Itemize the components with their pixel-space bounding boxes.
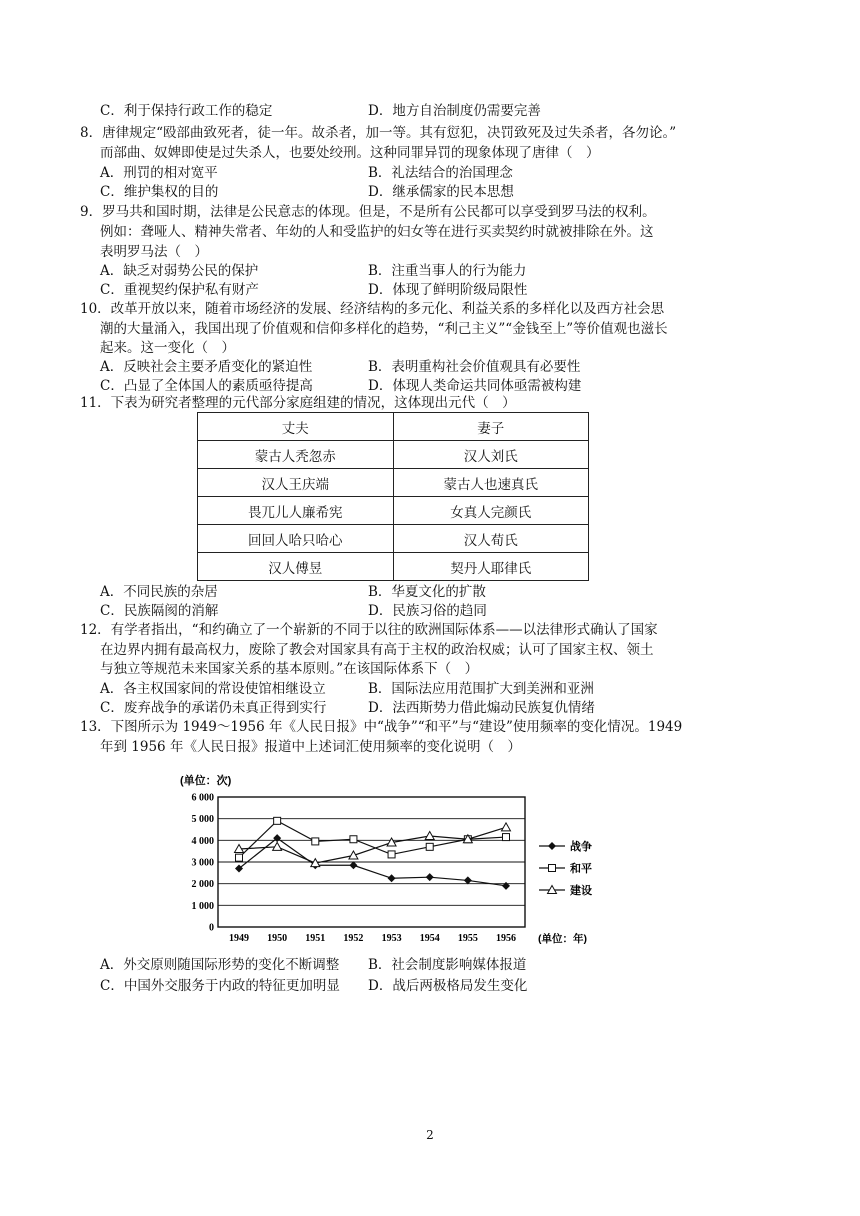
table-row [198,553,589,581]
q13-option-b: B．社会制度影响媒体报道 [368,957,527,973]
y-tick-label: 0 [209,922,214,934]
table-row [198,497,589,525]
q13-option-a: A．外交原则随国际形势的变化不断调整 [100,957,340,973]
table-cell: 蒙古人秃忽赤 [198,441,394,469]
q13-option-c: C．中国外交服务于内政的特征更加明显 [100,978,340,994]
q13-line-chart [168,768,668,948]
table-header-husband: 丈夫 [198,413,394,441]
data-point [312,838,319,845]
legend-label: 和平 [570,863,592,875]
q8-option-b: B．礼法结合的治国理念 [368,165,513,181]
y-tick-label: 4 000 [191,835,214,847]
table-cell: 汉人荀氏 [393,525,589,553]
q9-option-c: C．重视契约保护私有财产 [100,282,259,298]
q9-option-d: D．体现了鲜明阶级局限性 [368,282,528,298]
q9-stem-line1: 9．罗马共和国时期，法律是公民意志的体现。但是，不是所有公民都可以享受到罗马法的权利。 [80,204,656,220]
data-point [236,854,243,861]
table-cell: 蒙古人也速真氏 [393,469,589,497]
q9-option-a: A．缺乏对弱势公民的保护 [100,263,259,279]
q10-stem-line3: 起来。这一变化（ ） [100,340,235,356]
q8-option-c: C．维护集权的目的 [100,184,219,200]
x-tick-label: 1955 [457,933,478,944]
q10-option-c: C．凸显了全体国人的素质亟待提高 [100,378,313,394]
y-tick-label: 6 000 [191,792,214,804]
chart-xlabel: (单位：年) [538,933,587,945]
legend-label: 战争 [570,841,592,853]
q12-stem-line2: 在边界内拥有最高权力，废除了教会对国家具有高于主权的政治权威；认可了国家主权、领土 [100,642,654,658]
q8-stem-line1: 8．唐律规定“殴部曲致死者，徒一年。故杀者，加一等。其有愆犯，决罚致死及过失杀者，各勿论。” [80,125,677,141]
q7-option-d: D．地方自治制度仍需要完善 [368,103,541,119]
table-row [198,469,589,497]
q11-option-d: D．民族习俗的趋同 [368,603,487,619]
q13-stem-line1: 13．下图所示为 1949～1956 年《人民日报》中“战争”“和平”与“建设”使用频率的变化情况。1949 [80,719,683,735]
q8-stem-line2: 而部曲、奴婢即使是过失杀人，也要处绞刑。这种同罪异罚的现象体现了唐律（ ） [100,145,600,161]
table-cell: 汉人刘氏 [393,441,589,469]
data-point [350,836,357,843]
x-tick-label: 1950 [267,933,288,944]
q9-option-b: B．注重当事人的行为能力 [368,263,527,279]
q9-stem-line3: 表明罗马法（ ） [100,244,208,260]
table-cell: 汉人王庆端 [198,469,394,497]
table-cell: 汉人傅昱 [198,553,394,581]
table-cell: 回回人哈只哈心 [198,525,394,553]
data-point [388,851,395,858]
q9-stem-line2: 例如：聋哑人、精神失常者、年幼的人和受监护的妇女等在进行买卖契约时就被排除在外。这 [100,224,654,240]
data-point [503,834,510,841]
x-tick-label: 1953 [381,933,402,944]
q12-stem-line3: 与独立等规范未来国家关系的基本原则。”在该国际体系下（ ） [100,661,479,677]
q8-option-a: A．刑罚的相对宽平 [100,165,218,181]
q12-option-a: A．各主权国家间的常设使馆相继设立 [100,681,326,697]
table-cell: 女真人完颜氏 [393,497,589,525]
table-header-wife: 妻子 [393,413,589,441]
page-number: 2 [426,1128,434,1142]
q13-stem-line2: 年到 1956 年《人民日报》报道中上述词汇使用频率的变化说明（ ） [100,739,521,755]
q10-stem-line2: 潮的大量涌入，我国出现了价值观和信仰多样化的趋势，“利己主义”“金钱至上”等价值观也滋长 [100,321,668,337]
x-tick-label: 1952 [343,933,364,944]
q10-stem-line1: 10．改革开放以来，随着市场经济的发展、经济结构的多元化、利益关系的多样化以及西方社会思 [80,301,665,317]
y-tick-label: 3 000 [191,857,214,869]
q10-option-a: A．反映社会主要矛盾变化的紧迫性 [100,359,313,375]
q10-option-b: B．表明重构社会价值观具有必要性 [368,359,581,375]
data-point [388,874,396,882]
x-tick-label: 1954 [419,933,440,944]
data-point [502,823,511,831]
table-cell: 畏兀儿人廉希宪 [198,497,394,525]
q12-option-b: B．国际法应用范围扩大到美洲和亚洲 [368,681,594,697]
x-tick-label: 1951 [305,933,326,944]
table-row [198,525,589,553]
q7-option-c: C．利于保持行政工作的稳定 [100,103,273,119]
q12-option-d: D．法西斯势力借此煽动民族复仇情绪 [368,700,595,716]
data-point [274,817,281,824]
data-point [502,882,510,890]
q8-option-d: D．继承儒家的民本思想 [368,184,514,200]
table-cell: 契丹人耶律氏 [393,553,589,581]
q11-table [197,412,589,581]
y-tick-label: 1 000 [191,900,214,912]
q11-option-a: A．不同民族的杂居 [100,584,218,600]
q11-stem-line1: 11．下表为研究者整理的元代部分家庭组建的情况，这体现出元代（ ） [80,395,516,411]
x-tick-label: 1949 [229,933,249,944]
q11-option-c: C．民族隔阂的消解 [100,603,219,619]
legend-marker [549,865,556,872]
table-header-row [198,413,589,441]
chart-ylabel: (单位：次) [180,775,232,787]
q10-option-d: D．体现人类命运共同体亟需被构建 [368,378,582,394]
data-point [425,832,434,840]
data-point [273,842,282,850]
legend-marker [548,842,556,850]
table-row [198,441,589,469]
q13-option-d: D．战后两极格局发生变化 [368,978,528,994]
data-point [426,843,433,850]
y-tick-label: 2 000 [191,879,214,891]
y-tick-label: 5 000 [191,814,214,826]
q12-option-c: C．废弃战争的承诺仍未真正得到实行 [100,700,327,716]
data-point [426,873,434,881]
q11-option-b: B．华夏文化的扩散 [368,584,486,600]
legend-label: 建设 [570,885,592,897]
q12-stem-line1: 12．有学者指出，“和约确立了一个崭新的不同于以往的欧洲国际体系——以法律形式确认了国家 [80,622,658,638]
x-tick-label: 1956 [496,933,516,944]
data-point [349,861,357,869]
